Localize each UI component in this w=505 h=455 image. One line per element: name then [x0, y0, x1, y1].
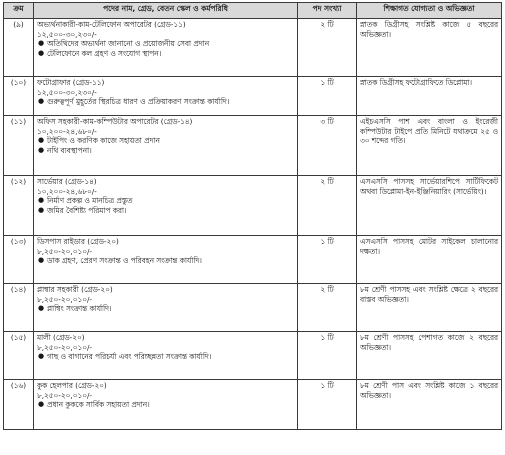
qualification-cell: স্নাতক ডিগ্রীসহ সংশ্লিষ্ট কাজে ৫ বছরের অভিজ্ঞতা।	[357, 19, 502, 77]
post-title: ফটোগ্রাফার (গ্রেড-১১)	[37, 78, 105, 87]
duties-list	[37, 304, 294, 314]
serial-cell: (১০)	[4, 77, 34, 116]
post-title: অভ্যর্থনাকারী-কাম-টেলিফোন অপারেটর (গ্রেড-১১)	[37, 20, 186, 29]
bullet-icon: ●	[38, 145, 45, 154]
bullet-icon: ●	[38, 400, 45, 409]
duties-list	[37, 196, 294, 215]
bullet-icon: ●	[38, 136, 45, 145]
serial-cell: (১৪)	[4, 284, 34, 332]
bullet-icon: ●	[38, 97, 45, 106]
bullet-icon: ●	[38, 39, 45, 48]
post-title: কুক হেলপার (গ্রেড-২০)	[37, 381, 107, 390]
post-title: অফিস সহকারী-কাম-কম্পিউটার অপারেটর (গ্রেড-১৪)	[37, 117, 193, 126]
pay-scale: ৮,২৫০-২০,০১০/-	[37, 294, 93, 304]
duties-list	[37, 97, 294, 107]
duty-item: ● নথি ব্যবস্থাপনা।	[38, 145, 92, 155]
post-cell	[34, 19, 298, 77]
bullet-icon: ●	[38, 48, 45, 57]
bullet-icon: ●	[38, 196, 45, 205]
table-row	[4, 176, 502, 236]
qualification-cell: এসএসসি পাসসহ মোটর সাইকেল চালানোর দক্ষতা।	[357, 236, 502, 284]
duties-list	[37, 352, 294, 362]
header-qualification: শিক্ষাগত যোগ্যতা ও অভিজ্ঞতা	[357, 3, 502, 19]
table-row	[4, 77, 502, 116]
job-vacancy-table	[3, 2, 502, 430]
post-cell	[34, 176, 298, 236]
bullet-icon: ●	[38, 256, 45, 265]
duty-item: ● ডাক গ্রহণ, প্রেরণ সংক্রান্ত ও পরিবহন সংক্রান্ত কার্যাদি।	[38, 256, 202, 266]
pay-scale: ১০,২০০-২৪,৬৮০/-	[37, 126, 97, 136]
pay-scale: ১২,৫০০-৩০,২৩০/-	[37, 87, 97, 97]
header-post: পদের নাম, গ্রেড, বেতন স্কেল ও কর্মপরিধি	[34, 3, 298, 19]
table-row	[4, 332, 502, 380]
pay-scale: ১২,৫০০-৩০,২৩০/-	[37, 29, 97, 39]
serial-cell: (১১)	[4, 116, 34, 176]
qualification-cell: ৮ম শ্রেণী পাস এবং সংশ্লিষ্ট কাজে ১ বছরের অভিজ্ঞতা।	[357, 380, 502, 430]
header-count: পদ সংখ্যা	[298, 3, 357, 19]
table-row	[4, 284, 502, 332]
qualification-cell: ৮ম শ্রেণী পাসসহ এবং সংশ্লিষ্ট ক্ষেত্রে ২ বছরের বাস্তব অভিজ্ঞতা।	[357, 284, 502, 332]
count-cell: ১ টি	[298, 380, 357, 430]
table-row	[4, 380, 502, 430]
duties-list	[37, 400, 294, 410]
post-title: সার্ভেয়ার (গ্রেড-১৪)	[37, 177, 97, 186]
duties-list	[37, 39, 294, 58]
post-cell	[34, 116, 298, 176]
pay-scale: ৮,২৫০-২০,০১০/-	[37, 342, 93, 352]
post-cell	[34, 236, 298, 284]
post-title: প্লাম্বার সহকারী (গ্রেড-২০)	[37, 285, 113, 294]
bullet-icon: ●	[38, 304, 45, 313]
bullet-icon: ●	[38, 205, 45, 214]
post-cell	[34, 380, 298, 430]
pay-scale: ৮,২৫০-২০,০১০/-	[37, 246, 93, 256]
duty-item: ● টেলিফোনে কল গ্রহণ ও সংযোগ স্থাপন।	[38, 48, 162, 58]
duty-item: ● নির্মাণ প্রকল্প ও মানচিত্র প্রস্তুত	[38, 196, 133, 206]
count-cell: ২ টি	[298, 284, 357, 332]
duty-item: ● টাইপিং ও করণিক কাজে সহায়তা প্রদান	[38, 136, 160, 146]
count-cell: ১ টি	[298, 236, 357, 284]
post-cell	[34, 332, 298, 380]
post-title: মালী (গ্রেড-২০)	[37, 333, 85, 342]
duty-item: ● জমির বৈশিষ্ট্য পরিমাপ করা।	[38, 205, 127, 215]
duty-item: ● গাছ ও বাগানের পরিচর্যা এবং পরিচ্ছন্নতা সংক্রান্ত কার্যাদি।	[38, 352, 212, 362]
duty-item: ● প্লাম্বিং সংক্রান্ত কার্যাদি।	[38, 304, 112, 314]
count-cell: ৩ টি	[298, 116, 357, 176]
pay-scale: ৮,২৫০-২০,০১০/-	[37, 390, 93, 400]
duty-item: ● প্রধান কুককে সার্বিক সহায়তা প্রদান।	[38, 400, 150, 410]
count-cell: ২ টি	[298, 19, 357, 77]
post-title: ডিসপাস রাইডার (গ্রেড-২০)	[37, 237, 119, 246]
serial-cell: (১৬)	[4, 380, 34, 430]
table-row	[4, 116, 502, 176]
qualification-cell: স্নাতক ডিগ্রীসহ ফটোগ্রাফিতে ডিপ্লোমা।	[357, 77, 502, 116]
count-cell: ১ টি	[298, 77, 357, 116]
qualification-cell: এসএসসি পাসসহ সার্ভেয়ারশিপে সার্টিফিকেট অথবা ডিপ্লোমা-ইন-ইঞ্জিনিয়ারিং (সার্ভেয়িং)।	[357, 176, 502, 236]
duty-item: ● অতিথিদের অভ্যর্থনা জানানো ও প্রয়োজনীয় সেবা প্রদান	[38, 39, 210, 49]
serial-cell: (১২)	[4, 176, 34, 236]
duties-list	[37, 256, 294, 266]
qualification-cell: এইচএসসি পাশ এবং বাংলা ও ইংরেজী কম্পিউটার টাইপে প্রতি মিনিটে যথাক্রমে ২৫ ও ৩০ শব্দের গতি।	[357, 116, 502, 176]
count-cell: ১ টি	[298, 332, 357, 380]
bullet-icon: ●	[38, 352, 45, 361]
qualification-cell: ৮ম শ্রেণী পাসসহ পেশাগত কাজে ২ বছরের অভিজ্ঞতা।	[357, 332, 502, 380]
post-cell	[34, 284, 298, 332]
duty-item: ● গুরুত্বপূর্ণ মুহূর্তের স্থিরচিত্র ধারণ ও প্রক্রিয়াকরণ সংক্রান্ত কার্যাদি।	[38, 97, 230, 107]
post-cell	[34, 77, 298, 116]
header-serial: ক্রম	[4, 3, 34, 19]
pay-scale: ১০,২০০-২৪,৬৮০/-	[37, 186, 97, 196]
serial-cell: (১৩)	[4, 236, 34, 284]
table-row	[4, 236, 502, 284]
table-header-row	[4, 3, 502, 19]
count-cell: ২ টি	[298, 176, 357, 236]
serial-cell: (১৫)	[4, 332, 34, 380]
duties-list	[37, 136, 294, 155]
serial-cell: (৯)	[4, 19, 34, 77]
table-row	[4, 19, 502, 77]
